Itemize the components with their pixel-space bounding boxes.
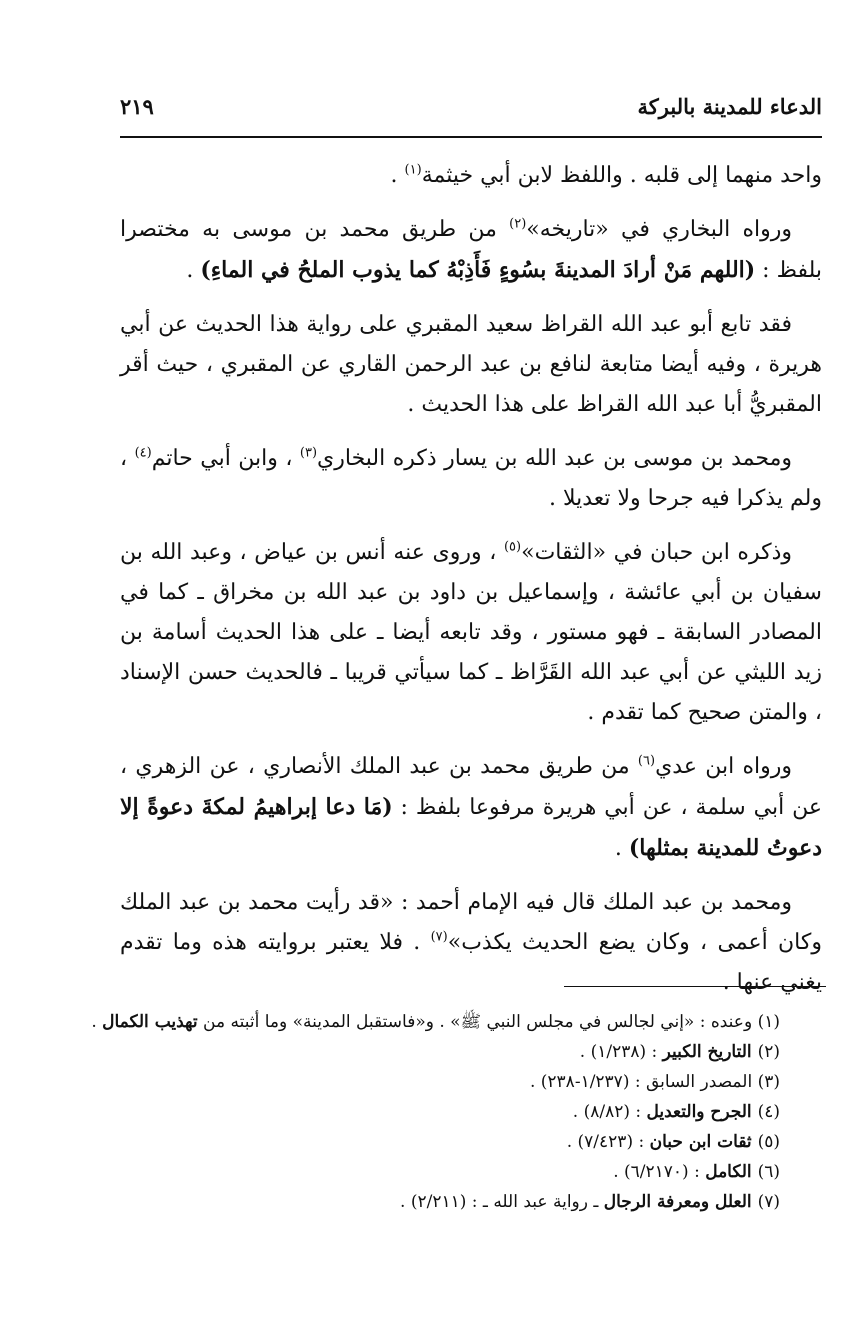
- paragraph: [120, 747, 822, 869]
- footnote-text: المصدر السابق : (١/٢٣٧-٢٣٨) .: [529, 1072, 758, 1092]
- paragraph-text: . فلا يعتبر بروايته هذه وما تقدم يغني عنها .: [120, 930, 822, 995]
- footnote-marker: (٢): [509, 216, 527, 232]
- hadith-quote: (اللهم مَنْ أرادَ المدينةَ بسُوءٍ فَأَذِبْهُ كما يذوب الملحُ في الماءِ): [200, 257, 756, 283]
- footnote-marker: (٦): [637, 753, 656, 769]
- hadith-quote: (مَا دعا إبراهيمُ لمكةَ دعوةً إلا دعوتُ للمدينة بمثلها): [120, 794, 822, 861]
- footnote-marker: (١): [404, 162, 422, 178]
- paragraph-text: من طريق محمد بن موسى به مختصرا بلفظ :: [120, 217, 822, 283]
- footnote: [91, 1007, 780, 1037]
- footnote-source: العلل ومعرفة الرجال: [603, 1192, 758, 1212]
- footnote-number: (٤): [757, 1102, 780, 1122]
- footnote-text: وعنده : «إني لجالس في مجلس النبي ﷺ» . و«فاستقبل المدينة» وما أثبته من: [197, 1012, 758, 1032]
- header-divider: [120, 136, 822, 138]
- footnote-number: (٦): [757, 1162, 780, 1182]
- footnote-number: (٧): [757, 1192, 780, 1212]
- footnote: [120, 1097, 780, 1127]
- footnote-source: ثقات ابن حبان: [649, 1132, 758, 1152]
- page-number: ٢١٩: [120, 93, 154, 119]
- footnote: [120, 1187, 780, 1217]
- footnote-text: : (١/٢٣٨) .: [579, 1042, 663, 1062]
- paragraph-text: ، ولم يذكرا فيه جرحا ولا تعديلا .: [120, 446, 822, 511]
- paragraph: [120, 156, 822, 196]
- paragraph: [120, 439, 822, 519]
- paragraph-text: ، وروى عنه أنس بن عياض ، وعبد الله بن سفيان بن أبي عائشة ، وإسماعيل بن داود بن عبد الله بن مخراق ـ كما في المصادر السابقة ـ فهو مستور ، وقد تابعه أيضا ـ على هذا الحديث أسامة بن زيد الليثي عن أبي عبد الله القَرَّاظ ـ كما سيأتي قريبا ـ فالحديث حسن الإسناد ، والمتن صحيح كما تقدم .: [120, 540, 822, 725]
- footnote: [120, 1127, 780, 1157]
- paragraph-text: ومحمد بن عبد الملك قال فيه الإمام أحمد : «قد رأيت محمد بن عبد الملك وكان أعمى ، وكان يضع الحديث يكذب»: [120, 890, 822, 955]
- footnote: [120, 1157, 780, 1187]
- paragraph-text: ورواه ابن عدي: [655, 754, 793, 779]
- footnote-text: .: [91, 1012, 103, 1032]
- paragraph: [120, 305, 822, 425]
- paragraph-text: ومحمد بن موسى بن عبد الله بن يسار ذكره البخاري: [317, 446, 792, 471]
- chapter-title: الدعاء للمدينة بالبركة: [637, 93, 822, 119]
- footnote-number: (٢): [757, 1042, 780, 1062]
- footnote-number: (٣): [757, 1072, 780, 1092]
- footnote-marker: (٤): [134, 445, 152, 461]
- paragraph-text: وذكره ابن حبان في «الثقات»: [521, 540, 792, 565]
- footnote-divider: [564, 986, 826, 987]
- footnote-text: ـ رواية عبد الله ـ : (٢/٢١١) .: [400, 1192, 604, 1212]
- running-header: [120, 86, 822, 126]
- paragraph: [120, 210, 822, 291]
- footnote-source: التاريخ الكبير: [662, 1042, 758, 1062]
- footnote-marker: (٥): [503, 539, 522, 555]
- paragraph-text: .: [390, 163, 405, 188]
- paragraph-text: .: [186, 258, 201, 283]
- footnote-number: (٥): [757, 1132, 780, 1152]
- paragraph-text: ، وابن أبي حاتم: [151, 446, 300, 471]
- footnote-text: : (٧/٤٢٣) .: [566, 1132, 650, 1152]
- main-text: [120, 156, 822, 1017]
- footnote-marker: (٧): [430, 929, 448, 945]
- paragraph: [120, 533, 822, 733]
- paragraph: [120, 883, 822, 1003]
- footnote: [120, 1037, 780, 1067]
- paragraph-text: واحد منهما إلى قلبه . واللفظ لابن أبي خيثمة: [421, 163, 822, 188]
- paragraph-text: ورواه البخاري في «تاريخه»: [526, 217, 792, 242]
- footnote-source: الكامل: [705, 1162, 758, 1182]
- footnote-text: : (٨/٨٢) .: [572, 1102, 647, 1122]
- paragraph-text: .: [614, 836, 629, 861]
- footnote-source: تهذيب الكمال: [102, 1012, 198, 1032]
- footnotes: [91, 1007, 780, 1217]
- footnote-source: الجرح والتعديل: [646, 1102, 758, 1122]
- paragraph-text: من طريق محمد بن عبد الملك الأنصاري ، عن الزهري ، عن أبي سلمة ، عن أبي هريرة مرفوعا بلفظ :: [120, 754, 822, 820]
- footnote-number: (١): [757, 1012, 780, 1032]
- footnote: [120, 1067, 780, 1097]
- footnote-marker: (٣): [299, 445, 318, 461]
- paragraph-text: فقد تابع أبو عبد الله القراظ سعيد المقبري على رواية هذا الحديث عن أبي هريرة ، وفيه أيضا متابعة لنافع بن عبد الرحمن القاري عن المقبري ، حيث أقر المقبريُّ أبا عبد الله القراظ على هذا الحديث .: [120, 312, 822, 417]
- footnote-text: : (٦/٢١٧٠) .: [613, 1162, 706, 1182]
